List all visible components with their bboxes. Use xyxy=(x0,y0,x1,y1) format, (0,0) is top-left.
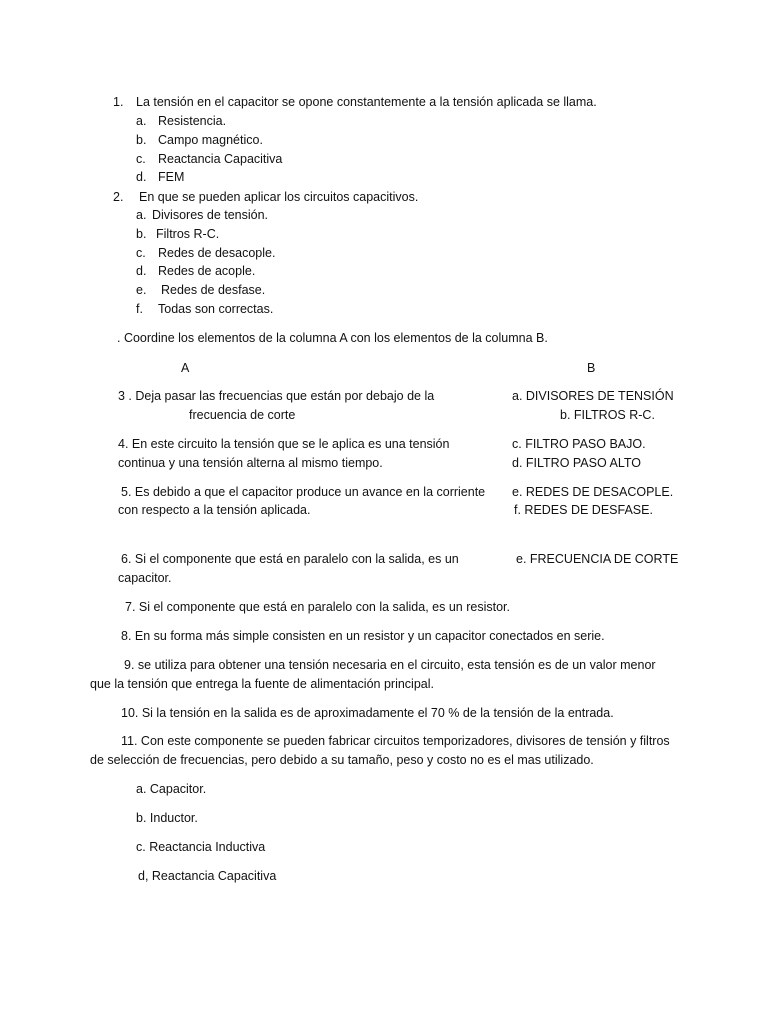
q2-text: En que se pueden aplicar los circuitos capacitivos. xyxy=(139,190,419,204)
q4-line1: 4. En este circuito la tensión que se le aplica es una tensión xyxy=(118,437,450,451)
q2-option-c-letter: c. xyxy=(136,246,146,260)
q5-line1: 5. Es debido a que el capacitor produce un avance en la corriente xyxy=(121,485,486,499)
q1-option-d-letter: d. xyxy=(136,170,147,184)
q3-line2: frecuencia de corte xyxy=(189,408,296,422)
b-option-frecuencia: e. FRECUENCIA DE CORTE xyxy=(516,552,679,566)
b-option-c: c. FILTRO PASO BAJO. xyxy=(512,437,646,451)
q1-option-a-letter: a. xyxy=(136,114,147,128)
column-a-heading: A xyxy=(181,361,190,375)
final-option-c: c. Reactancia Inductiva xyxy=(136,840,266,854)
q2-option-f: Todas son correctas. xyxy=(158,302,274,316)
q6-line2: capacitor. xyxy=(118,571,172,585)
q2-option-b: Filtros R-C. xyxy=(156,227,220,241)
q8-text: 8. En su forma más simple consisten en un resistor y un capacitor conectados en serie. xyxy=(121,629,605,643)
q2-option-a: Divisores de tensión. xyxy=(152,208,269,222)
q9-line1: 9. se utiliza para obtener una tensión necesaria en el circuito, esta tensión es de un valor menor xyxy=(124,658,656,672)
q2-option-e: Redes de desfase. xyxy=(161,283,266,297)
q1-option-c: Reactancia Capacitiva xyxy=(158,152,283,166)
q1-number: 1. xyxy=(113,95,124,109)
q2-option-e-letter: e. xyxy=(136,283,147,297)
b-option-f: f. REDES DE DESFASE. xyxy=(514,503,653,517)
q2-option-d: Redes de acople. xyxy=(158,264,256,278)
q1-option-b: Campo magnético. xyxy=(158,133,263,147)
q2-option-d-letter: d. xyxy=(136,264,147,278)
q5-line2: con respecto a la tensión aplicada. xyxy=(118,503,311,517)
q2-option-b-letter: b. xyxy=(136,227,147,241)
q2-option-a-letter: a. xyxy=(136,208,147,222)
final-option-a: a. Capacitor. xyxy=(136,782,207,796)
q3-line1: 3 . Deja pasar las frecuencias que están por debajo de la xyxy=(118,389,435,403)
b-option-d: d. FILTRO PASO ALTO xyxy=(512,456,641,470)
match-instruction: . Coordine los elementos de la columna A con los elementos de la columna B. xyxy=(117,331,548,345)
q1-option-a: Resistencia. xyxy=(158,114,227,128)
q1-option-d: FEM xyxy=(158,170,185,184)
q1-option-c-letter: c. xyxy=(136,152,146,166)
q11-line2: de selección de frecuencias, pero debido a su tamaño, peso y costo no es el mas utilizado. xyxy=(90,753,594,767)
q11-line1: 11. Con este componente se pueden fabricar circuitos temporizadores, divisores de tensión y filtros xyxy=(121,734,670,748)
final-option-d: d, Reactancia Capacitiva xyxy=(138,869,277,883)
column-b-heading: B xyxy=(587,361,596,375)
q2-option-c: Redes de desacople. xyxy=(158,246,276,260)
q7-text: 7. Si el componente que está en paralelo con la salida, es un resistor. xyxy=(125,600,510,614)
q9-line2: que la tensión que entrega la fuente de alimentación principal. xyxy=(90,677,434,691)
final-option-b: b. Inductor. xyxy=(136,811,198,825)
q2-number: 2. xyxy=(113,190,124,204)
b-option-e: e. REDES DE DESACOPLE. xyxy=(512,485,674,499)
q6-line1: 6. Si el componente que está en paralelo con la salida, es un xyxy=(121,552,459,566)
q10-text: 10. Si la tensión en la salida es de aproximadamente el 70 % de la tensión de la entrada. xyxy=(121,706,614,720)
q1-text: La tensión en el capacitor se opone constantemente a la tensión aplicada se llama. xyxy=(136,95,597,109)
q1-option-b-letter: b. xyxy=(136,133,147,147)
b-option-b: b. FILTROS R-C. xyxy=(560,408,655,422)
q2-option-f-letter: f. xyxy=(136,302,143,316)
b-option-a: a. DIVISORES DE TENSIÓN xyxy=(512,389,674,403)
q4-line2: continua y una tensión alterna al mismo tiempo. xyxy=(118,456,383,470)
